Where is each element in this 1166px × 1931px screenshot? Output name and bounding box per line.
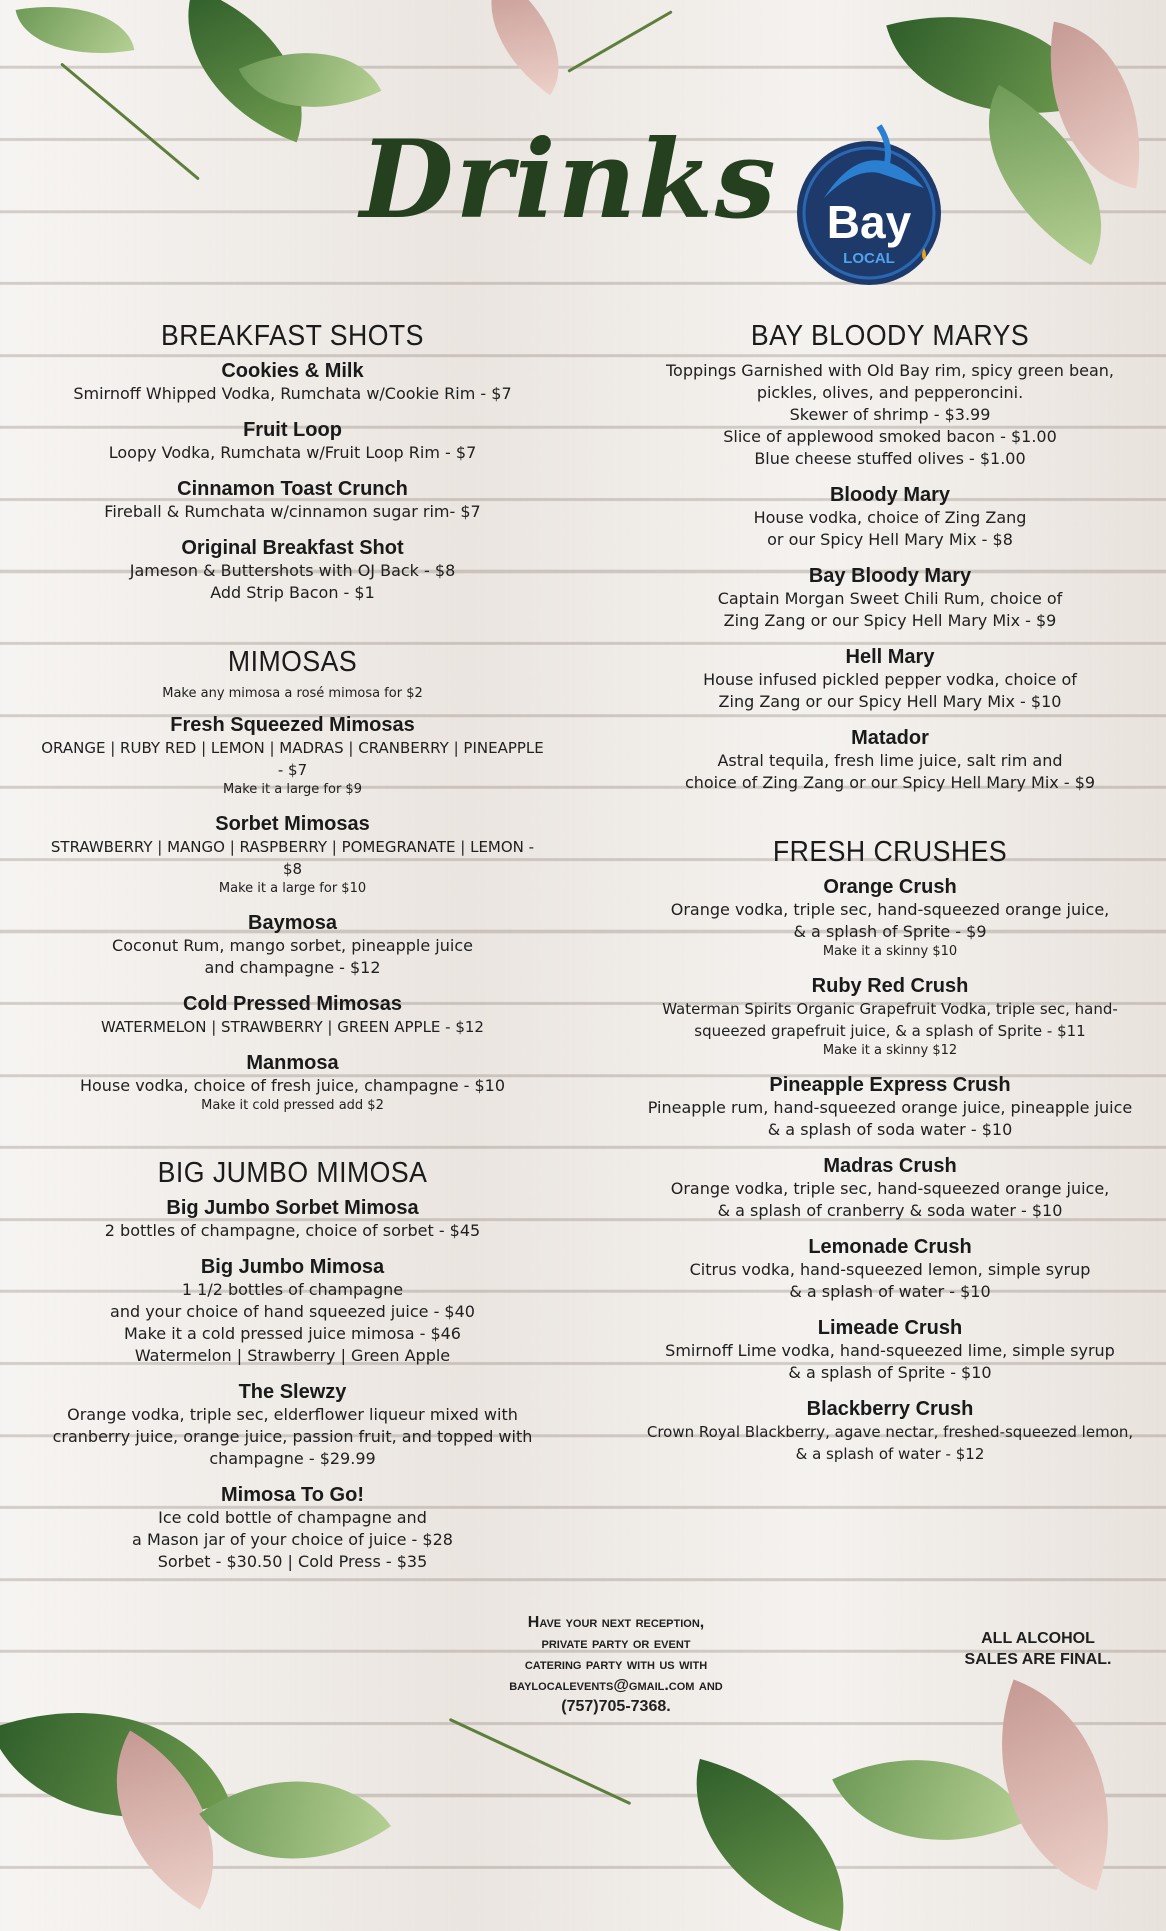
item-name: Fresh Squeezed Mimosas (170, 714, 415, 736)
item-description: House infused pickled pepper vodka, choice of Zing Zang or our Spicy Hell Mary Mix - $10 (703, 670, 1077, 711)
item-description: Coconut Rum, mango sorbet, pineapple juice and champagne - $12 (112, 936, 473, 977)
item-description: Smirnoff Lime vodka, hand-squeezed lime, simple syrup & a splash of Sprite - $10 (665, 1341, 1115, 1382)
item-name: The Slewzy (238, 1381, 347, 1403)
item-name: Cold Pressed Mimosas (183, 993, 402, 1015)
item-name: Matador (851, 727, 929, 749)
menu-item (40, 478, 545, 523)
item-description: Captain Morgan Sweet Chili Rum, choice of Zing Zang or our Spicy Hell Mary Mix - $9 (717, 589, 1063, 630)
section-mimosas (40, 644, 545, 1115)
item-name: Limeade Crush (817, 1317, 963, 1339)
item-description: Waterman Spirits Organic Grapefruit Vodka, triple sec, hand- squeezed grapefruit juice, & a splash of Sprite - $11 (662, 1000, 1118, 1040)
item-description: Orange vodka, triple sec, hand-squeezed orange juice, & a splash of cranberry & soda water - $10 (670, 1179, 1110, 1220)
left-column (40, 318, 545, 1587)
menu-item (40, 1381, 545, 1470)
menu-item (620, 1236, 1160, 1303)
item-name: Original Breakfast Shot (181, 537, 404, 559)
item-description: STRAWBERRY | MANGO | RASPBERRY | POMEGRANATE | LEMON - $8 (50, 838, 535, 878)
section-bay-bloody-marys (620, 318, 1160, 794)
item-description: Orange vodka, triple sec, hand-squeezed orange juice, & a splash of Sprite - $9 (670, 900, 1110, 941)
menu-item (40, 1197, 545, 1242)
menu-item (40, 813, 545, 898)
sales-final-note: ALL ALCOHOL SALES ARE FINAL. (964, 1630, 1112, 1668)
section-heading: FRESH CRUSHES (772, 836, 1008, 868)
item-name: Blackberry Crush (806, 1398, 974, 1420)
section-breakfast-shots (40, 318, 545, 604)
logo-subtext: LOCAL (843, 250, 895, 267)
item-note: Make it a skinny $12 (822, 1043, 958, 1058)
item-description: Crown Royal Blackberry, agave nectar, freshed-squeezed lemon, & a splash of water - $12 (646, 1423, 1134, 1463)
item-description: Jameson & Buttershots with OJ Back - $8 Add Strip Bacon - $1 (129, 561, 456, 602)
item-description: House vodka, choice of Zing Zang or our Spicy Hell Mary Mix - $8 (753, 508, 1027, 549)
right-column (620, 318, 1160, 1479)
section-note: Make any mimosa a rosé mimosa for $2 (162, 686, 423, 701)
menu-item (620, 975, 1160, 1060)
section-big-jumbo-mimosa (40, 1155, 545, 1573)
item-name: Hell Mary (845, 646, 935, 668)
menu-item (40, 1256, 545, 1367)
item-name: Orange Crush (823, 876, 957, 898)
item-note: Make it cold pressed add $2 (201, 1098, 384, 1113)
menu-item (620, 646, 1160, 713)
menu-item (620, 1155, 1160, 1222)
item-name: Madras Crush (823, 1155, 957, 1177)
menu-item (40, 419, 545, 464)
item-description: WATERMELON | STRAWBERRY | GREEN APPLE - $12 (101, 1018, 484, 1036)
item-note: Make it a large for $9 (223, 782, 362, 797)
item-description: ORANGE | RUBY RED | LEMON | MADRAS | CRANBERRY | PINEAPPLE - $7 (41, 739, 544, 779)
menu-item (620, 727, 1160, 794)
menu-item (620, 1398, 1160, 1465)
section-heading: BAY BLOODY MARYS (750, 320, 1030, 352)
item-name: Mimosa To Go! (221, 1484, 364, 1506)
menu-item (40, 912, 545, 979)
menu-item (620, 484, 1160, 551)
menu-item (620, 565, 1160, 632)
item-name: Big Jumbo Sorbet Mimosa (166, 1197, 419, 1219)
item-description: Ice cold bottle of champagne and a Mason jar of your choice of juice - $28 Sorbet - $30.50 | Cold Press - $35 (132, 1508, 453, 1571)
item-description: Fireball & Rumchata w/cinnamon sugar rim- $7 (104, 502, 481, 521)
menu-item (620, 876, 1160, 961)
item-description: Loopy Vodka, Rumchata w/Fruit Loop Rim - $7 (108, 443, 477, 462)
menu-item (40, 1484, 545, 1573)
item-description: House vodka, choice of fresh juice, champagne - $10 (79, 1076, 506, 1095)
menu-item (620, 1317, 1160, 1384)
item-name: Cookies & Milk (221, 360, 364, 382)
page-title: Drinks (360, 117, 778, 243)
item-name: Manmosa (246, 1052, 339, 1074)
item-name: Baymosa (248, 912, 337, 934)
item-name: Sorbet Mimosas (215, 813, 370, 835)
menu-item (40, 714, 545, 799)
section-fresh-crushes (620, 834, 1160, 1465)
item-description: Citrus vodka, hand-squeezed lemon, simple syrup & a splash of water - $10 (689, 1260, 1091, 1301)
item-name: Pineapple Express Crush (769, 1074, 1011, 1096)
menu-item (40, 1052, 545, 1115)
events-contact-note: Have your next reception, private party or event catering party with us with baylocalevents@gmail.com and (757)705-7368. (509, 1614, 723, 1715)
section-heading: BIG JUMBO MIMOSA (157, 1157, 428, 1189)
bay-local-logo (784, 118, 954, 288)
item-name: Lemonade Crush (808, 1236, 972, 1258)
item-description: 2 bottles of champagne, choice of sorbet - $45 (104, 1221, 481, 1240)
menu-item (40, 993, 545, 1038)
item-name: Big Jumbo Mimosa (200, 1256, 385, 1278)
toppings-description: Toppings Garnished with Old Bay rim, spicy green bean, pickles, olives, and pepperoncini. Skewer of shrimp - $3.99 Slice of applewood smoked bacon - $1.00 Blue cheese stuffed olives - $1.00 (665, 361, 1114, 468)
item-description: Orange vodka, triple sec, elderflower liqueur mixed with cranberry juice, orange juice, passion fruit, and topped with champagne - $29.99 (52, 1405, 533, 1468)
section-heading: MIMOSAS (227, 646, 358, 678)
item-name: Cinnamon Toast Crunch (177, 478, 408, 500)
item-name: Bay Bloody Mary (808, 565, 972, 587)
item-description: Pineapple rum, hand-squeezed orange juice, pineapple juice & a splash of soda water - $10 (647, 1098, 1133, 1139)
item-name: Ruby Red Crush (811, 975, 969, 997)
menu-item (620, 1074, 1160, 1141)
item-description: 1 1/2 bottles of champagne and your choice of hand squeezed juice - $40 Make it a cold pressed juice mimosa - $46 Watermelon | Strawberry | Green Apple (110, 1280, 475, 1365)
item-name: Fruit Loop (243, 419, 342, 441)
item-name: Bloody Mary (829, 484, 951, 506)
item-note: Make it a large for $10 (218, 881, 367, 896)
section-heading: BREAKFAST SHOTS (161, 320, 424, 352)
logo-text: Bay (826, 196, 912, 248)
item-note: Make it a skinny $10 (822, 944, 958, 959)
item-description: Astral tequila, fresh lime juice, salt rim and choice of Zing Zang or our Spicy Hell Mary Mix - $9 (684, 751, 1096, 792)
item-description: Smirnoff Whipped Vodka, Rumchata w/Cookie Rim - $7 (73, 384, 512, 403)
menu-item (40, 360, 545, 405)
menu-item (40, 537, 545, 604)
